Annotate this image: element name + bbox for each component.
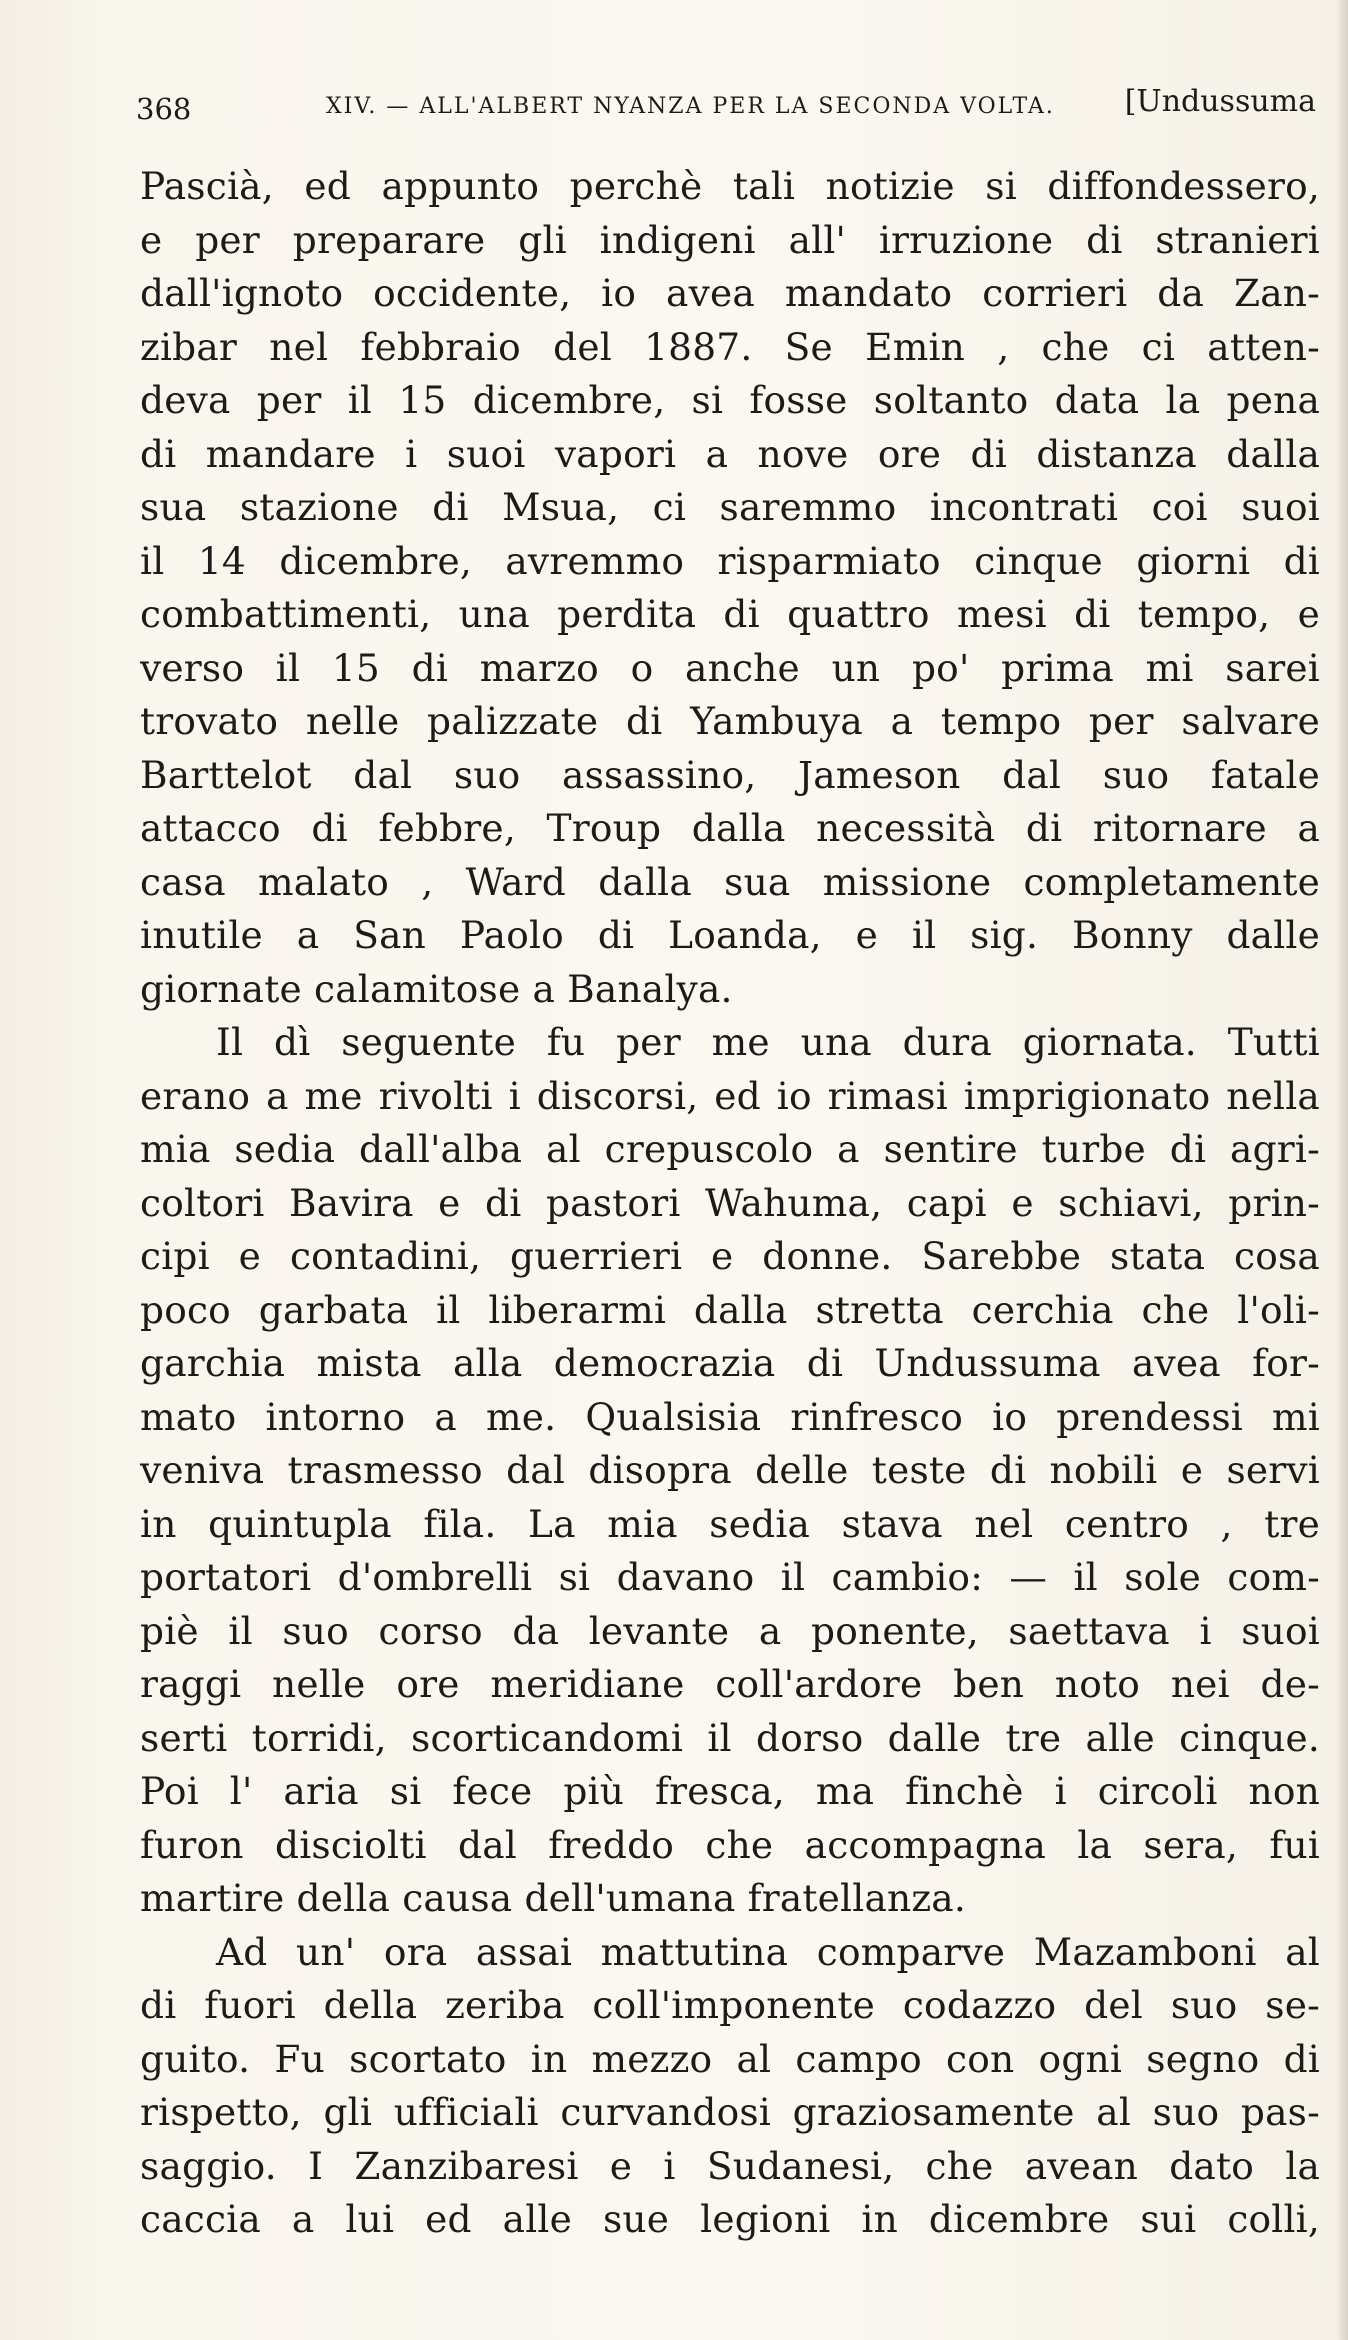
- section-tag: [Undussuma: [1124, 84, 1316, 119]
- text-line: inutile a San Paolo di Loanda, e il sig. Bonny dalle: [140, 913, 1320, 957]
- text-line: zibar nel febbraio del 1887. Se Emin , che ci atten-: [140, 324, 1320, 369]
- running-header: [136, 84, 1316, 134]
- text-line: saggio. I Zanzibaresi e i Sudanesi, che avean dato la: [140, 2143, 1320, 2188]
- text-line: veniva trasmesso dal disopra delle teste di nobili e servi: [140, 1448, 1320, 1492]
- text-line: erano a me rivolti i discorsi, ed io rimasi imprigionato nella: [140, 1073, 1320, 1118]
- text-line: raggi nelle ore meridiane coll'ardore ben noto nei de-: [140, 1662, 1320, 1706]
- text-line: rispetto, gli ufficiali curvandosi graziosamente al suo pas-: [140, 2090, 1320, 2134]
- text-line: casa malato , Ward dalla sua missione completamente: [140, 859, 1320, 904]
- page-number: 368: [136, 92, 192, 126]
- text-line: poco garbata il liberarmi dalla stretta cerchia che l'oli-: [140, 1287, 1320, 1332]
- text-line: deva per il 15 dicembre, si fosse soltanto data la pena: [140, 378, 1320, 422]
- text-line: verso il 15 di marzo o anche un po' prima mi sarei: [140, 645, 1320, 690]
- running-title: XIV. — ALL'ALBERT NYANZA PER LA SECONDA VOLTA.: [326, 94, 1055, 119]
- text-line: dall'ignoto occidente, io avea mandato corrieri da Zan-: [140, 271, 1320, 315]
- text-line: cipi e contadini, guerrieri e donne. Sarebbe stata cosa: [140, 1234, 1320, 1278]
- body-text: [140, 160, 1320, 2247]
- text-line: guito. Fu scortato in mezzo al campo con ogni segno di: [140, 2036, 1320, 2081]
- text-line: di fuori della zeriba coll'imponente codazzo del suo se-: [140, 1983, 1320, 2027]
- text-line: mia sedia dall'alba al crepuscolo a sentire turbe di agri-: [140, 1127, 1320, 1171]
- text-line: furon disciolti dal freddo che accompagna la sera, fui: [140, 1822, 1320, 1867]
- text-line: Poi l' aria si fece più fresca, ma finchè i circoli non: [140, 1769, 1320, 1813]
- text-line: il 14 dicembre, avremmo risparmiato cinque giorni di: [140, 538, 1320, 583]
- text-line: piè il suo corso da levante a ponente, saettava i suoi: [140, 1608, 1320, 1653]
- text-line: mato intorno a me. Qualsisia rinfresco io prendessi mi: [140, 1394, 1320, 1439]
- text-line: Pascià, ed appunto perchè tali notizie si diffondessero,: [140, 164, 1320, 208]
- text-line: caccia a lui ed alle sue legioni in dicembre sui colli,: [140, 2197, 1320, 2241]
- text-line: in quintupla fila. La mia sedia stava nel centro , tre: [140, 1501, 1320, 1546]
- text-line: attacco di febbre, Troup dalla necessità di ritornare a: [140, 806, 1320, 850]
- text-line: Barttelot dal suo assassino, Jameson dal suo fatale: [140, 752, 1320, 797]
- text-line: garchia mista alla democrazia di Undussuma avea for-: [140, 1341, 1320, 1385]
- text-line: portatori d'ombrelli si davano il cambio: — il sole com-: [140, 1555, 1320, 1599]
- text-line: di mandare i suoi vapori a nove ore di distanza dalla: [140, 431, 1320, 476]
- text-line: coltori Bavira e di pastori Wahuma, capi e schiavi, prin-: [140, 1180, 1320, 1225]
- text-line: serti torridi, scorticandomi il dorso dalle tre alle cinque.: [140, 1715, 1320, 1760]
- page-edge-shadow: [1336, 0, 1348, 2340]
- text-line: Ad un' ora assai mattutina comparve Mazamboni al: [216, 1929, 1320, 1974]
- text-line: trovato nelle palizzate di Yambuya a tempo per salvare: [140, 699, 1320, 743]
- text-line: e per preparare gli indigeni all' irruzione di stranieri: [140, 217, 1320, 262]
- text-line: giornate calamitose a Banalya.: [140, 966, 733, 1011]
- text-line: martire della causa dell'umana fratellanza.: [140, 1876, 966, 1920]
- text-line: sua stazione di Msua, ci saremmo incontrati coi suoi: [140, 485, 1320, 529]
- text-line: Il dì seguente fu per me una dura giornata. Tutti: [216, 1020, 1320, 1064]
- text-line: combattimenti, una perdita di quattro mesi di tempo, e: [140, 592, 1320, 636]
